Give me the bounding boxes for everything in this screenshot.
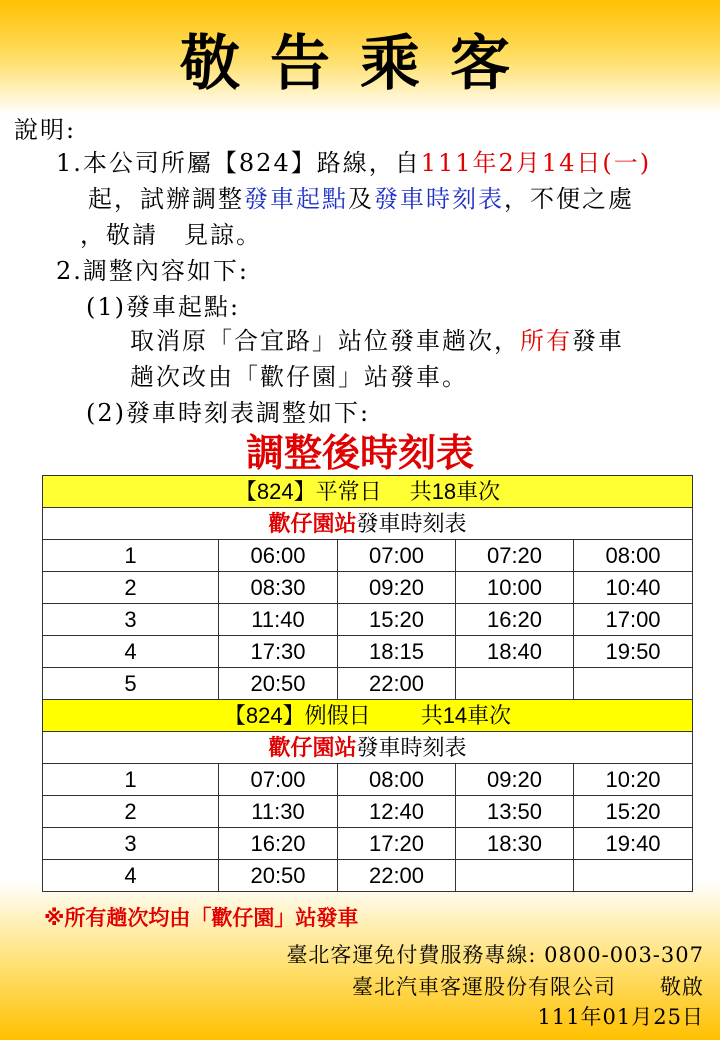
all-trips-note: ※所有趟次均由「歡仔園」站發車 [44,906,359,930]
item1-line3: ，敬請 見諒。 [80,221,262,249]
holiday-header: 【824】例假日 共14車次 [43,700,693,732]
departure-time: 20:50 [219,668,338,700]
table-row [43,828,693,860]
departure-time: 19:50 [574,636,693,668]
item1-text-d: ，不便之處 [504,185,634,213]
trip-index: 2 [43,572,219,604]
item2-text: 調整內容如下: [82,257,249,285]
notice-title: 敬告乘客 [180,29,540,99]
departure-time: 19:40 [574,828,693,860]
item2-sub1-line1 [130,324,624,358]
item1-line1 [56,146,651,180]
hotline-text: 臺北客運免付費服務專線: 0800-003-307 [286,943,704,967]
weekday-station-caption [43,508,693,540]
table-row [43,860,693,892]
departure-time: 15:20 [574,796,693,828]
notice-date: 111年01月25日 [537,1005,704,1029]
item2-sub1-all-highlight: 所有 [520,327,572,355]
trip-index: 2 [43,796,219,828]
trip-index: 1 [43,540,219,572]
departure-time: 22:00 [338,668,456,700]
item2-line [56,254,249,288]
table-row [43,572,693,604]
item1-line2 [88,182,634,216]
departure-time: 12:40 [338,796,456,828]
item2-sub2-heading: (2)發車時刻表調整如下: [86,399,371,427]
table-row [43,636,693,668]
adjusted-timetable-title: 調整後時刻表 [245,431,474,475]
item1-text-c: 及 [348,185,374,213]
table-row [43,604,693,636]
departure-time: 06:00 [219,540,338,572]
departure-time: 20:50 [219,860,338,892]
departure-time: 07:00 [338,540,456,572]
weekday-station-caption-text: 發車時刻表 [356,511,467,536]
table-row [43,540,693,572]
weekday-header-row [43,476,693,508]
timetable [42,475,693,892]
departure-time: 17:20 [338,828,456,860]
trip-index: 5 [43,668,219,700]
departure-time: 08:00 [338,764,456,796]
trip-index: 4 [43,860,219,892]
item1-text-b: 起，試辦調整 [88,185,244,213]
company-signature: 臺北汽車客運股份有限公司 敬啟 [352,975,704,999]
weekday-station-name: 歡仔園站 [268,511,357,536]
departure-time: 10:20 [574,764,693,796]
trip-index: 3 [43,604,219,636]
table-row [43,668,693,700]
trip-index: 4 [43,636,219,668]
weekday-station-row [43,508,693,540]
table-row [43,764,693,796]
item2-sub1-line2: 趟次改由「歡仔園」站發車。 [130,363,468,391]
item2-sub1-heading: (1)發車起點: [86,293,241,321]
departure-time [456,860,574,892]
item1-text-a: 本公司所屬【824】路線，自 [82,149,421,177]
intro-label: 說明: [14,116,77,144]
departure-time: 18:30 [456,828,574,860]
departure-time: 18:40 [456,636,574,668]
item1-number: 1. [56,149,83,177]
departure-time: 17:30 [219,636,338,668]
departure-time: 09:20 [456,764,574,796]
departure-time: 17:00 [574,604,693,636]
holiday-station-name: 歡仔園站 [268,735,357,760]
departure-time [456,668,574,700]
departure-time: 22:00 [338,860,456,892]
departure-time: 08:30 [219,572,338,604]
holiday-station-caption [43,732,693,764]
departure-time: 07:20 [456,540,574,572]
departure-time: 15:20 [338,604,456,636]
departure-time: 11:30 [219,796,338,828]
departure-time: 09:20 [338,572,456,604]
holiday-station-caption-text: 發車時刻表 [356,735,467,760]
trip-index: 3 [43,828,219,860]
departure-time: 07:00 [219,764,338,796]
departure-time: 08:00 [574,540,693,572]
item2-sub1-text-b: 發車 [572,327,624,355]
departure-time: 16:20 [219,828,338,860]
departure-time: 10:40 [574,572,693,604]
departure-time: 18:15 [338,636,456,668]
departure-time [574,860,693,892]
departure-time: 13:50 [456,796,574,828]
item1-start-date: 111年2月14日(一) [420,149,652,177]
departure-time: 11:40 [219,604,338,636]
departure-time: 16:20 [456,604,574,636]
item2-number: 2. [56,257,83,285]
departure-time [574,668,693,700]
trip-index: 1 [43,764,219,796]
item2-sub1-text-a: 取消原「合宜路」站位發車趟次， [130,327,520,355]
weekday-header: 【824】平常日 共18車次 [43,476,693,508]
departure-time: 10:00 [456,572,574,604]
item1-highlight-timetable: 發車時刻表 [374,185,504,213]
item1-highlight-start-point: 發車起點 [244,185,348,213]
holiday-station-row [43,732,693,764]
holiday-header-row [43,700,693,732]
table-row [43,796,693,828]
